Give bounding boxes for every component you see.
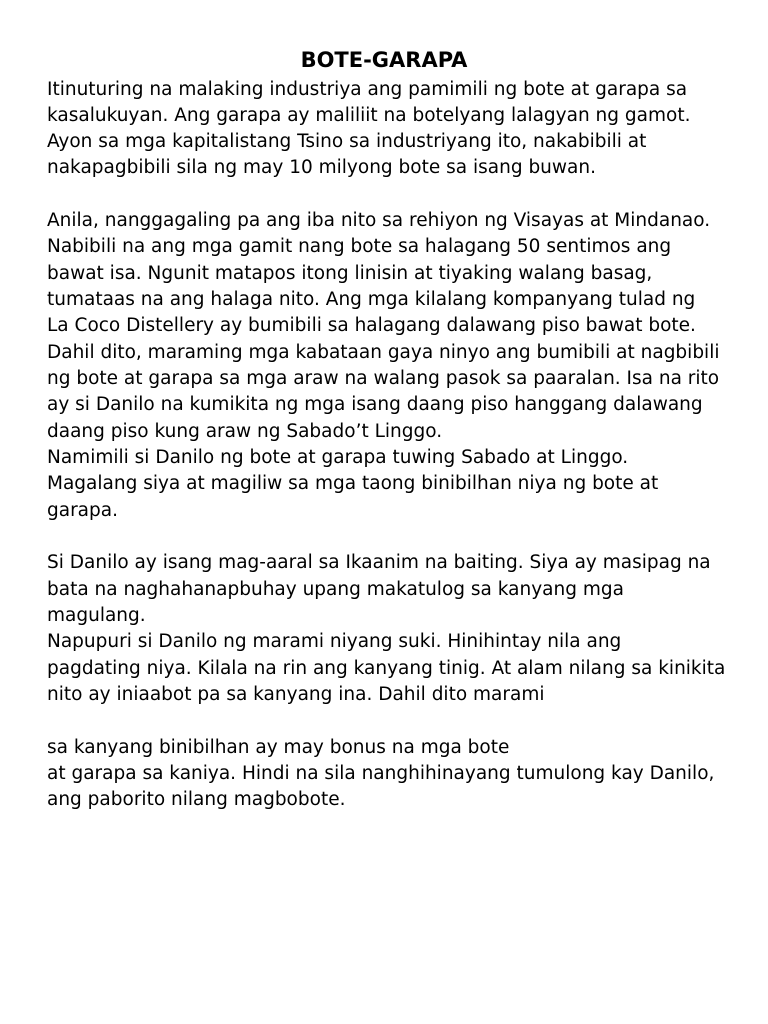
text-line: sa kanyang binibilhan ay may bonus na mga bote <box>47 737 510 758</box>
text-line: ng bote at garapa sa mga araw na walang pasok sa paaralan. Isa na rito <box>47 368 720 389</box>
text-line: bawat isa. Ngunit matapos itong linisin at tiyaking walang basag, <box>47 263 653 284</box>
text-line: nakapagbibili sila ng may 10 milyong bote sa isang buwan. <box>47 157 596 178</box>
text-line: garapa. <box>47 500 118 521</box>
text-line: Napupuri si Danilo ng marami niyang suki. Hinihintay nila ang <box>47 631 622 652</box>
text-line: Itinuturing na malaking industriya ang pamimili ng bote at garapa sa <box>47 79 688 100</box>
text-line: daang piso kung araw ng Sabado’t Linggo. <box>47 421 443 442</box>
text-line: Magalang siya at magiliw sa mga taong binibilhan niya ng bote at <box>47 473 659 494</box>
text-line: Si Danilo ay isang mag-aaral sa Ikaanim na baiting. Siya ay masipag na <box>47 552 711 573</box>
text-line: ang paborito nilang magbobote. <box>47 789 346 810</box>
text-line: at garapa sa kaniya. Hindi na sila nanghihinayang tumulong kay Danilo, <box>47 763 715 784</box>
text-line: Dahil dito, maraming mga kabataan gaya ninyo ang bumibili at nagbibili <box>47 342 720 363</box>
text-line: ay si Danilo na kumikita ng mga isang daang piso hanggang dalawang <box>47 394 703 415</box>
text-line: Anila, nanggagaling pa ang iba nito sa rehiyon ng Visayas at Mindanao. <box>47 210 711 231</box>
text-line: Nabibili na ang mga gamit nang bote sa halagang 50 sentimos ang <box>47 236 672 257</box>
text-line: tumataas na ang halaga nito. Ang mga kilalang kompanyang tulad ng <box>47 289 696 310</box>
text-line: La Coco Distellery ay bumibili sa halagang dalawang piso bawat bote. <box>47 315 696 336</box>
text-line: nito ay iniaabot pa sa kanyang ina. Dahil dito marami <box>47 684 545 705</box>
text-line: pagdating niya. Kilala na rin ang kanyang tinig. At alam nilang sa kinikita <box>47 658 726 679</box>
text-line: Ayon sa mga kapitalistang Tsino sa industriyang ito, nakabibili at <box>47 131 647 152</box>
text-line: magulang. <box>47 605 146 626</box>
text-line: kasalukuyan. Ang garapa ay maliliit na botelyang lalagyan ng gamot. <box>47 105 691 126</box>
text-line: Namimili si Danilo ng bote at garapa tuwing Sabado at Linggo. <box>47 447 629 468</box>
text-line: bata na naghahanapbuhay upang makatulog sa kanyang mga <box>47 579 624 600</box>
document-title: BOTE-GARAPA <box>300 48 468 72</box>
